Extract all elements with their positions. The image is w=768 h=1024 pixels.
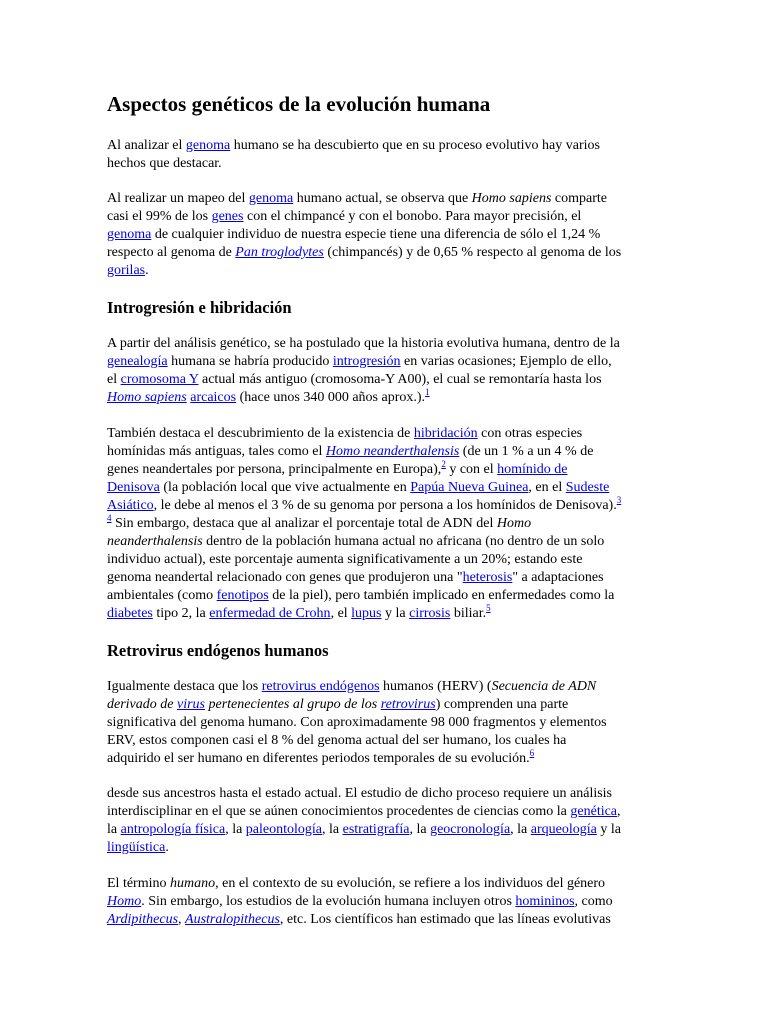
text-line: ambientales (como fenotipos de la piel), pero también implicado en enfermedades como la [107, 588, 615, 603]
link-papua-nueva-guinea[interactable]: Papúa Nueva Guinea [410, 480, 529, 495]
link-homo-sapiens[interactable]: Homo sapiens [107, 390, 187, 405]
link-retrovirus[interactable]: retrovirus [380, 697, 436, 712]
footnote-ref-4[interactable]: 4 [107, 513, 112, 523]
text-line: respecto al genoma de Pan troglodytes (chimpancés) y de 0,65 % respecto al genoma de los [107, 245, 622, 260]
text-line: casi el 99% de los genes con el chimpancé y con el bonobo. Para mayor precisión, el [107, 209, 582, 224]
link-genealogia[interactable]: genealogía [107, 354, 168, 369]
footnote-ref-3[interactable]: 3 [616, 495, 622, 505]
text-line: Al realizar un mapeo del genoma humano actual, se observa que Homo sapiens comparte [107, 191, 607, 206]
page-title: Aspectos genéticos de la evolución humana [107, 92, 491, 116]
link-paleontologia[interactable]: paleontología [245, 822, 322, 837]
text-line: También destaca el descubrimiento de la existencia de hibridación con otras especies [107, 426, 583, 441]
section-heading-introgresion: Introgresión e hibridación [107, 298, 292, 317]
link-ardipithecus[interactable]: Ardipithecus [107, 912, 179, 927]
footnote-ref-5[interactable]: 5 [486, 603, 491, 613]
text-line: genoma neandertal relacionado con genes que produjeron una "heterosis" a adaptaciones [107, 570, 604, 585]
link-linguistica[interactable]: lingüística [107, 840, 166, 855]
text-line: desde sus ancestros hasta el estado actual. El estudio de dicho proceso requiere un análisis [107, 786, 613, 801]
link-genoma[interactable]: genoma [248, 191, 294, 206]
section-heading-retrovirus: Retrovirus endógenos humanos [107, 641, 329, 660]
link-homo[interactable]: Homo [107, 894, 142, 909]
text-line: lingüística. [107, 840, 169, 855]
link-arqueologia[interactable]: arqueología [530, 822, 597, 837]
text-line: interdisciplinar en el que se aúnen conocimientos procedentes de ciencias como la genética, [107, 804, 621, 819]
link-retrovirus-endogenos[interactable]: retrovirus endógenos [261, 679, 380, 694]
link-gorilas[interactable]: gorilas [107, 263, 146, 278]
link-australopithecus[interactable]: Australopithecus [185, 912, 280, 927]
link-pan-troglodytes[interactable]: Pan troglodytes [235, 245, 324, 260]
text-line: significativa del genoma humano. Con aproximadamente 98 000 fragmentos y elementos [107, 715, 607, 730]
text-line: homínidas más antiguas, tales como el Homo neanderthalensis (de un 1 % a un 4 % de [107, 444, 594, 459]
link-cromosoma-y[interactable]: cromosoma Y [120, 372, 199, 387]
footnote-ref-1[interactable]: 1 [425, 387, 430, 397]
link-genoma[interactable]: genoma [185, 138, 231, 153]
link-introgresion[interactable]: introgresión [332, 354, 401, 369]
link-hibridacion[interactable]: hibridación [413, 426, 478, 441]
text-line: diabetes tipo 2, la enfermedad de Crohn, el lupus y la cirrosis biliar.$^5$ [107, 603, 491, 621]
link-genetica[interactable]: genética [570, 804, 618, 819]
link-arcaicos[interactable]: arcaicos [190, 390, 237, 405]
link-homininos[interactable]: homininos [515, 894, 575, 909]
text-line: gorilas. [107, 263, 149, 278]
link-genoma[interactable]: genoma [107, 227, 152, 242]
link-denisova[interactable]: Denisova [107, 480, 160, 495]
link-geocronologia[interactable]: geocronología [430, 822, 511, 837]
footnote-ref-2[interactable]: 2 [441, 459, 446, 469]
text-line: Homo. Sin embargo, los estudios de la evolución humana incluyen otros homininos, como [107, 894, 613, 909]
link-enfermedad-de-crohn[interactable]: enfermedad de Crohn [209, 606, 331, 621]
link-genes[interactable]: genes [211, 209, 244, 224]
link-fenotipos[interactable]: fenotipos [216, 588, 269, 603]
text-line: genoma de cualquier individuo de nuestra especie tiene una diferencia de sólo el 1,24 % [107, 227, 601, 242]
link-asiatico[interactable]: Asiático [107, 498, 154, 513]
link-cirrosis[interactable]: cirrosis [409, 606, 451, 621]
link-homo-neanderthalensis[interactable]: Homo neanderthalensis [325, 444, 460, 459]
text-line: derivado de virus pertenecientes al grupo de los retrovirus) comprenden una parte [107, 697, 569, 712]
text-line: neanderthalensis dentro de la población humana actual no africana (no dentro de un solo [107, 534, 605, 549]
footnote-ref-6[interactable]: 6 [529, 748, 535, 758]
text-line: hechos que destacar. [107, 156, 222, 171]
text-line: el cromosoma Y actual más antiguo (cromosoma-Y A00), el cual se remontaría hasta los [107, 372, 602, 387]
text-line: Al analizar el genoma humano se ha descubierto que en su proceso evolutivo hay varios [107, 138, 600, 153]
link-hominido-de-denisova[interactable]: homínido de [497, 462, 568, 477]
text-line: ERV, estos componen casi el 8 % del genoma actual del ser humano, los cuales ha [107, 733, 567, 748]
link-lupus[interactable]: lupus [351, 606, 382, 621]
text-line: El término humano, en el contexto de su evolución, se refiere a los individuos del género [107, 876, 606, 891]
link-antropologia-fisica[interactable]: antropología física [120, 822, 226, 837]
link-diabetes[interactable]: diabetes [107, 606, 153, 621]
text-line: individuo actual), este porcentaje aumenta significativamente a un 20%; estando este [107, 552, 583, 567]
text-line: Homo sapiens arcaicos (hace unos 340 000 años aprox.).$^1$ [107, 387, 430, 405]
text-line: Igualmente destaca que los retrovirus endógenos humanos (HERV) (Secuencia de ADN [107, 679, 597, 694]
text-line: la antropología física, la paleontología, la estratigrafía, la geocronología, la arqueología y la [107, 822, 621, 837]
link-virus[interactable]: virus [176, 697, 205, 712]
text-line: $^4$ Sin embargo, destaca que al analizar el porcentaje total de ADN del Homo [107, 513, 532, 531]
text-line: Ardipithecus, Australopithecus, etc. Los científicos han estimado que las líneas evolutivas [107, 912, 611, 927]
link-heterosis[interactable]: heterosis [462, 570, 513, 585]
text-line: Asiático, le debe al menos el 3 % de su genoma por persona a los homínidos de Denisova).$^3$ [107, 495, 622, 513]
text-line: adquirido el ser humano en diferentes periodos temporales de su evolución.$^6$ [107, 748, 535, 766]
text-line: A partir del análisis genético, se ha postulado que la historia evolutiva humana, dentro de la [107, 336, 620, 351]
link-sudeste-asiatico[interactable]: Sudeste [565, 480, 610, 495]
text-line: genes neandertales por persona, principalmente en Europa),$^2$ y con el homínido de [107, 459, 568, 477]
text-line: Denisova (la población local que vive actualmente en Papúa Nueva Guinea, en el Sudeste [107, 480, 610, 495]
text-line: genealogía humana se habría producido introgresión en varias ocasiones; Ejemplo de ello, [107, 354, 612, 369]
link-estratigrafia[interactable]: estratigrafía [342, 822, 410, 837]
